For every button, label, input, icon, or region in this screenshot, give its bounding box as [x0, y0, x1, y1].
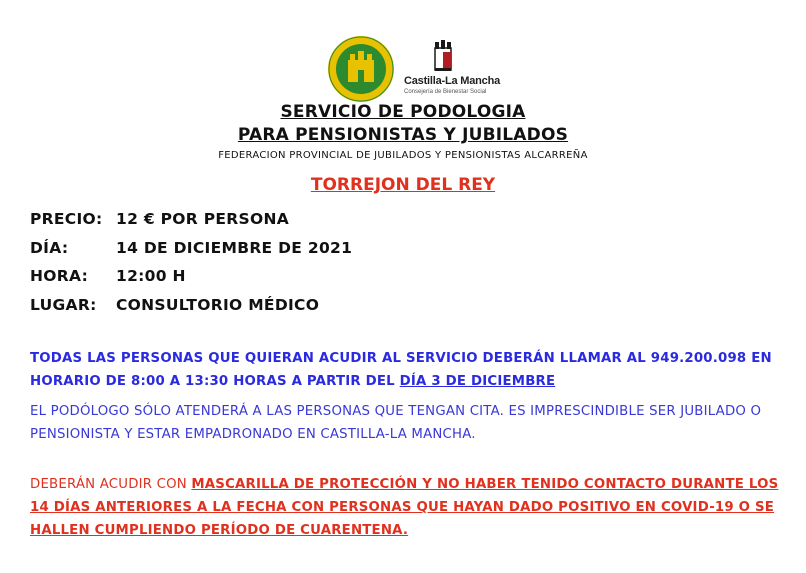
town-heading: TORREJON DEL REY: [310, 175, 496, 195]
federation-logo: [322, 34, 400, 104]
call-start-date: DÍA 3 DE DICIEMBRE: [399, 374, 556, 389]
covid-notice-intro: DEBERÁN ACUDIR CON: [30, 477, 192, 492]
detail-label: DÍA:: [30, 239, 69, 257]
detail-value: 12 € POR PERSONA: [116, 210, 290, 228]
detail-label: HORA:: [30, 267, 89, 285]
detail-value: 14 DE DICIEMBRE DE 2021: [116, 239, 353, 257]
detail-label: LUGAR:: [30, 296, 97, 314]
clm-name: Castilla-La Mancha: [404, 75, 501, 87]
call-notice-text: TODAS LAS PERSONAS QUE QUIERAN ACUDIR AL SERVICIO DEBERÁN LLAMAR AL 949.200.098 EN HORARIO DE 8:00 A 13:30 HORAS A PARTIR DEL: [30, 351, 772, 389]
clm-subtitle: Consejería de Bienestar Social: [404, 89, 487, 95]
covid-notice: [30, 473, 780, 542]
eligibility-notice: EL PODÓLOGO SÓLO ATENDERÁ A LAS PERSONAS QUE TENGAN CITA. ES IMPRESCINDIBLE SER JUBILADO O PENSIONISTA Y ESTAR EMPADRONADO EN CASTILLA-LA MANCHA.: [30, 404, 762, 442]
detail-value: 12:00 H: [116, 267, 186, 285]
detail-value: CONSULTORIO MÉDICO: [116, 296, 320, 314]
title-line-2: PARA PENSIONISTAS Y JUBILADOS: [237, 125, 569, 145]
detail-label: PRECIO:: [30, 210, 103, 228]
federation-subtitle: FEDERACION PROVINCIAL DE JUBILADOS Y PENSIONISTAS ALCARREÑA: [218, 150, 588, 161]
title-line-1: SERVICIO DE PODOLOGIA: [280, 102, 526, 122]
logos-row: [0, 34, 806, 106]
castilla-la-mancha-logo: [404, 38, 514, 104]
covid-requirements: MASCARILLA DE PROTECCIÓN Y NO HABER TENIDO CONTACTO DURANTE LOS 14 DÍAS ANTERIORES A LA FECHA CON PERSONAS QUE HAYAN DADO POSITIVO EN COVID-19 O SE HALLEN CUMPLIENDO PERÍODO DE CUARENTENA.: [30, 477, 779, 538]
call-notice: [30, 347, 780, 393]
